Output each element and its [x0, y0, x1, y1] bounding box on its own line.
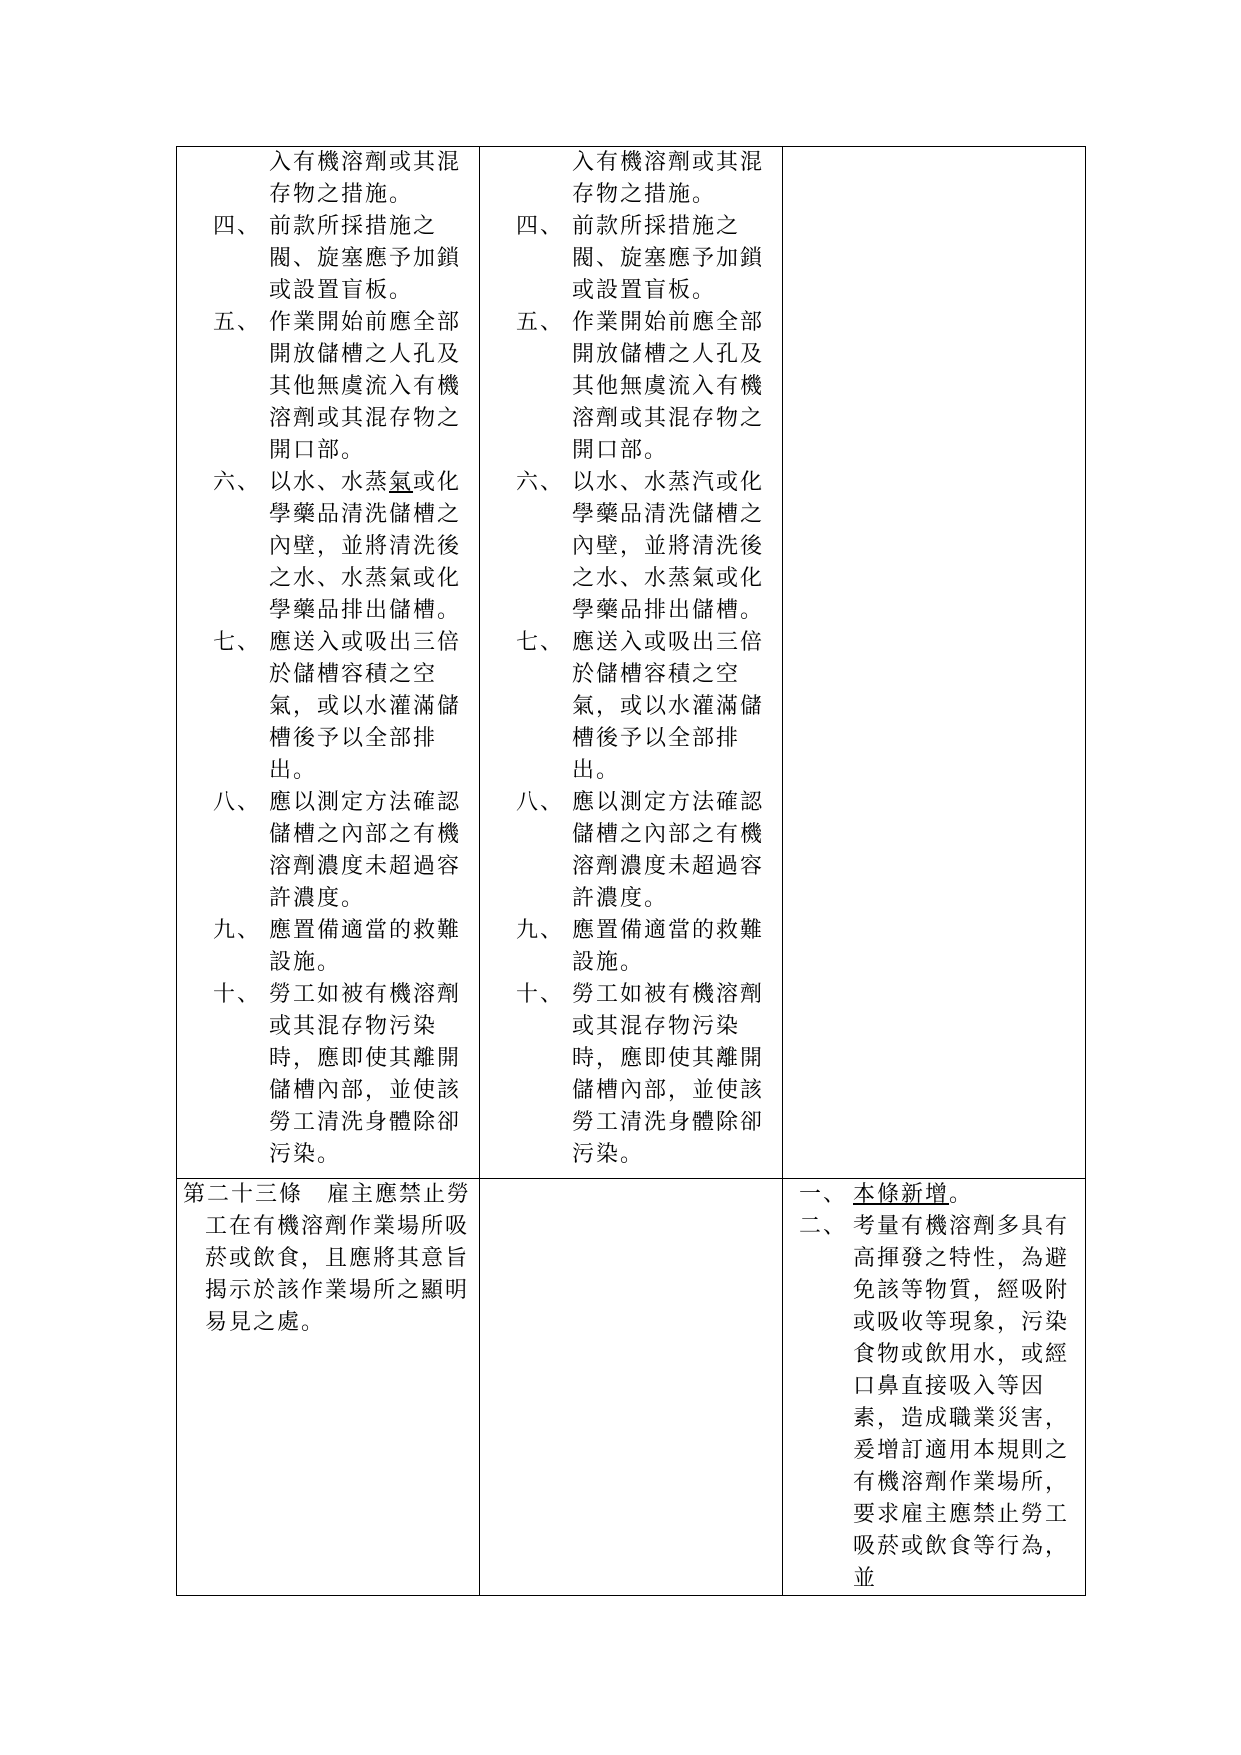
list-item: 九、 應置備適當的救難設施。	[516, 918, 765, 975]
list-item: 五、 作業開始前應全部開放儲槽之人孔及其他無虞流入有機溶劑或其混存物之開口部。	[516, 310, 765, 463]
list-item: 四、 前款所採措施之閥、旋塞應予加鎖或設置盲板。	[516, 214, 765, 303]
list-item: 四、 前款所採措施之閥、旋塞應予加鎖或設置盲板。	[213, 214, 462, 303]
explanation-cell	[783, 1179, 1086, 1596]
comparison-table	[176, 146, 1086, 1596]
explanation-cell	[783, 147, 1086, 1179]
continued-text: 入有機溶劑或其混存物之措施。	[572, 150, 765, 207]
current-text-cell	[480, 147, 783, 1179]
table-row	[177, 1179, 1086, 1596]
list-item: 十、 勞工如被有機溶劑或其混存物污染時，應即使其離開儲槽內部，並使該勞工清洗身體除卻污染。	[213, 982, 462, 1167]
amended-word: 氣	[389, 470, 414, 495]
article-text: 第二十三條 雇主應禁止勞工在有機溶劑作業場所吸菸或飲食，且應將其意旨揭示於該作業場所之顯明易見之處。	[183, 1182, 472, 1335]
table-row	[177, 147, 1086, 1179]
list-item: 九、 應置備適當的救難設施。	[213, 918, 462, 975]
explanation-item: 二、 考量有機溶劑多具有高揮發之特性，為避免該等物質，經吸附或吸收等現象，污染食物或飲用水，或經口鼻直接吸入等因素，造成職業災害，爰增訂適用本規則之有機溶劑作業場所，要求雇主應禁止勞工吸菸或飲食等行為，並	[799, 1214, 1070, 1591]
list-item: 七、 應送入或吸出三倍於儲槽容積之空氣，或以水灌滿儲槽後予以全部排出。	[213, 630, 462, 783]
amended-text-cell	[177, 147, 480, 1179]
current-text-cell	[480, 1179, 783, 1596]
amended-text-cell	[177, 1179, 480, 1596]
list-item: 七、 應送入或吸出三倍於儲槽容積之空氣，或以水灌滿儲槽後予以全部排出。	[516, 630, 765, 783]
list-item: 六、 以水、水蒸氣或化學藥品清洗儲槽之內壁，並將清洗後之水、水蒸氣或化學藥品排出儲槽。	[213, 470, 462, 623]
list-item: 五、 作業開始前應全部開放儲槽之人孔及其他無虞流入有機溶劑或其混存物之開口部。	[213, 310, 462, 463]
list-item: 八、 應以測定方法確認儲槽之內部之有機溶劑濃度未超過容許濃度。	[213, 790, 462, 911]
continued-text: 入有機溶劑或其混存物之措施。	[269, 150, 462, 207]
list-item: 六、 以水、水蒸汽或化學藥品清洗儲槽之內壁，並將清洗後之水、水蒸氣或化學藥品排出儲槽。	[516, 470, 765, 623]
list-item: 十、 勞工如被有機溶劑或其混存物污染時，應即使其離開儲槽內部，並使該勞工清洗身體除卻污染。	[516, 982, 765, 1167]
list-item: 八、 應以測定方法確認儲槽之內部之有機溶劑濃度未超過容許濃度。	[516, 790, 765, 911]
explanation-item: 一、 本條新增。	[799, 1182, 974, 1207]
